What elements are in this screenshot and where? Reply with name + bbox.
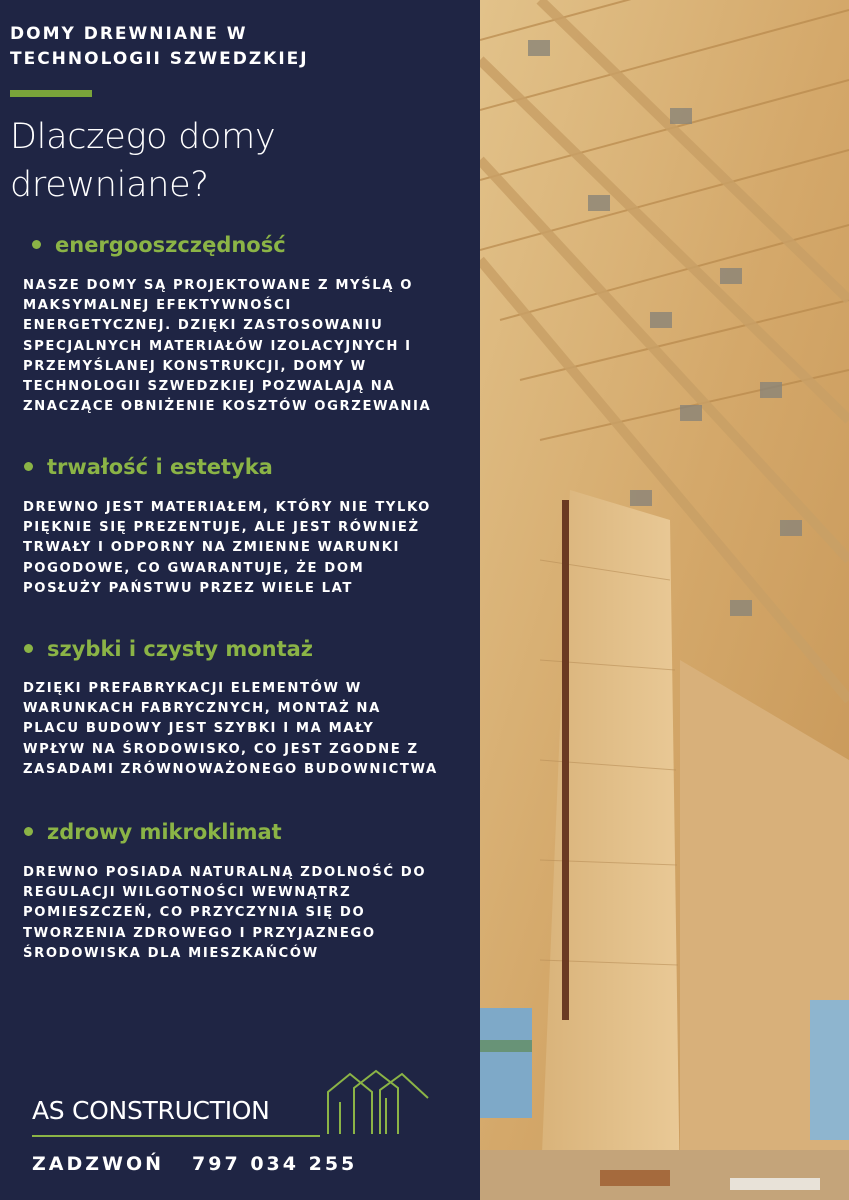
feature-title-durability: trwałość i estetyka <box>24 455 273 479</box>
company-logo <box>32 1068 432 1142</box>
eyebrow-title: DOMY DREWNIANE W TECHNOLOGII SZWEDZKIEJ <box>10 24 309 69</box>
page-title: Dlaczego domy drewniane? <box>10 117 276 205</box>
bullet-icon <box>32 240 41 249</box>
logo-underline <box>32 1135 320 1137</box>
contact-label: ZADZWOŃ <box>32 1153 165 1175</box>
feature-title-microclimate: zdrowy mikroklimat <box>24 820 282 844</box>
phone-number[interactable]: 797 034 255 <box>192 1153 358 1175</box>
bullet-icon <box>24 827 33 836</box>
wooden-interior-photo <box>480 0 849 1200</box>
feature-body-assembly: DZIĘKI PREFABRYKACJI ELEMENTÓW W WARUNKACH FABRYCZNYCH, MONTAŻ NA PLACU BUDOWY JEST SZYBKI I MA MAŁY WPŁYW NA ŚRODOWISKO, CO JEST ZGODNE Z ZASADAMI ZRÓWNOWAŻONEGO BUDOWNICTWA <box>23 681 438 777</box>
bullet-icon <box>24 462 33 471</box>
accent-divider <box>10 90 92 97</box>
feature-body-microclimate: DREWNO POSIADA NATURALNĄ ZDOLNOŚĆ DO REGULACJI WILGOTNOŚCI WEWNĄTRZ POMIESZCZEŃ, CO PRZYCZYNIA SIĘ DO TWORZENIA ZDROWEGO I PRZYJAZNEGO ŚRODOWISKA DLA MIESZKAŃCÓW <box>23 865 427 961</box>
houses-icon <box>324 1068 434 1138</box>
company-name: AS CONSTRUCTION <box>32 1096 270 1125</box>
feature-title-energy: energooszczędność <box>32 233 286 257</box>
feature-body-durability: DREWNO JEST MATERIAŁEM, KTÓRY NIE TYLKO PIĘKNIE SIĘ PREZENTUJE, ALE JEST RÓWNIEŻ TRWAŁY I ODPORNY NA ZMIENNE WARUNKI POGODOWE, CO GWARANTUJE, ŻE DOM POSŁUŻY PAŃSTWU PRZEZ WIELE LAT <box>23 500 431 596</box>
bullet-icon <box>24 644 33 653</box>
feature-title-assembly: szybki i czysty montaż <box>24 637 313 661</box>
contact-line <box>32 1153 357 1175</box>
feature-body-energy: NASZE DOMY SĄ PROJEKTOWANE Z MYŚLĄ O MAKSYMALNEJ EFEKTYWNOŚCI ENERGETYCZNEJ. DZIĘKI ZASTOSOWANIU SPECJALNYCH MATERIAŁÓW IZOLACYJNYCH I PRZEMYŚLANEJ KONSTRUKCJI, DOMY W TECHNOLOGII SZWEDZKIEJ POZWALAJĄ NA ZNACZĄCE OBNIŻENIE KOSZTÓW OGRZEWANIA <box>23 278 432 415</box>
